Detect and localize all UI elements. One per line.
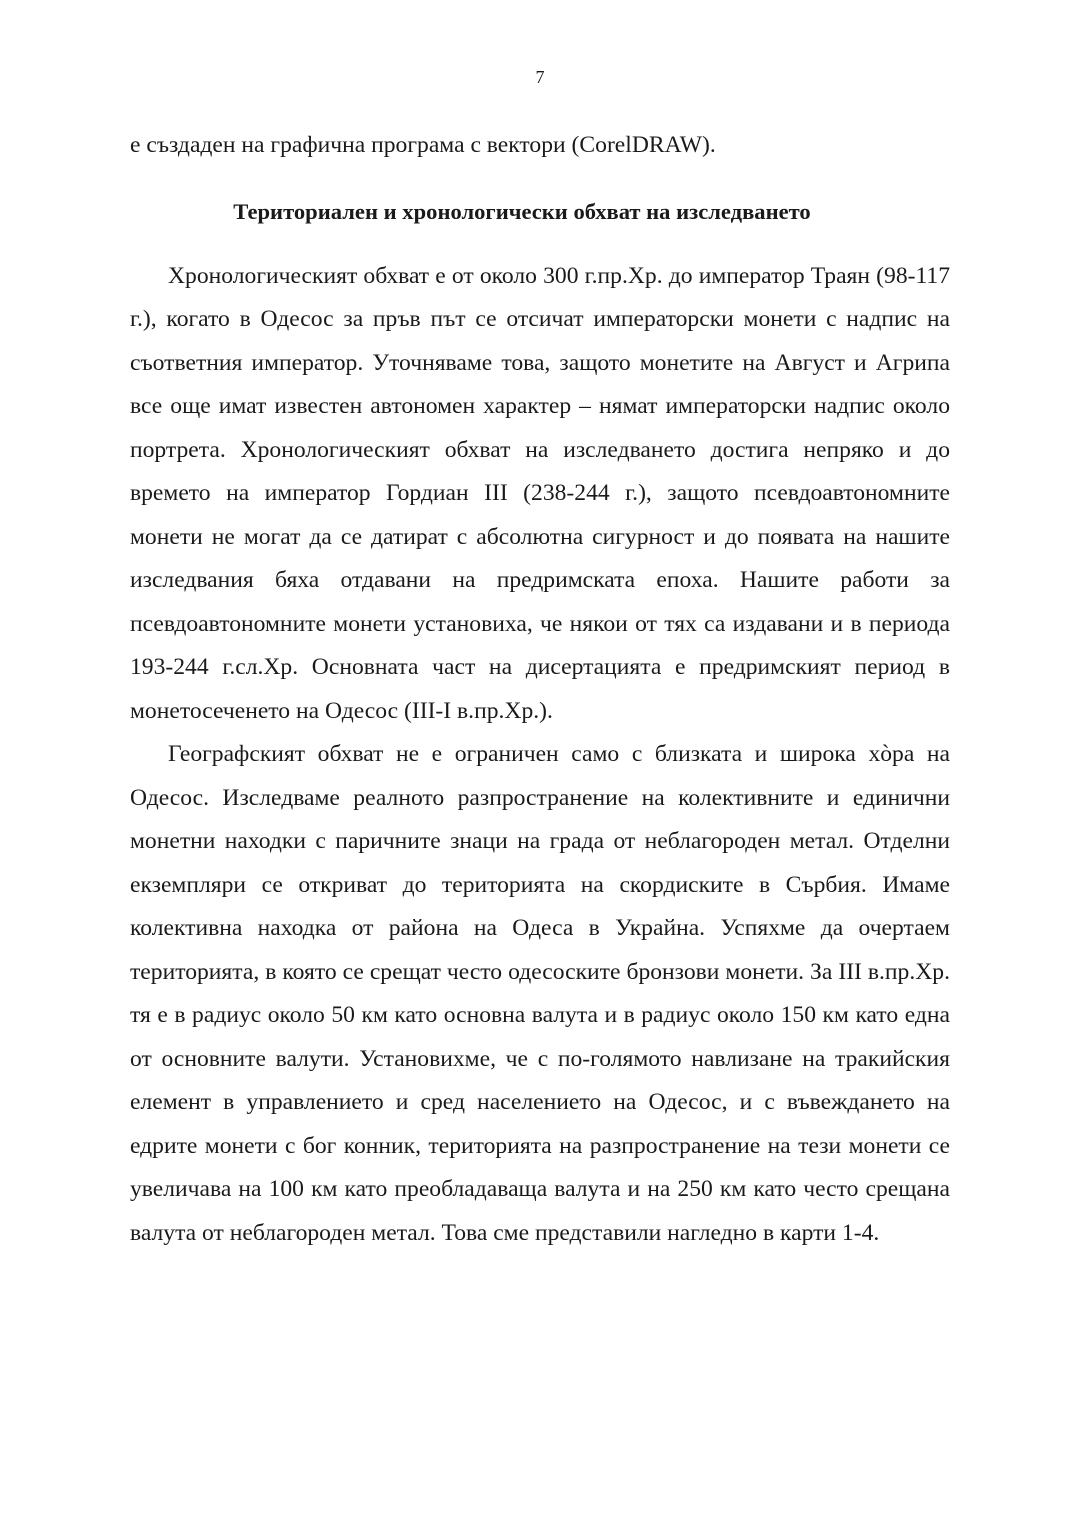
- page-number: 7: [535, 67, 545, 87]
- paragraph-geographical-scope: Географският обхват не е ограничен само с близката и широка хòра на Одесос. Изследваме реалното разпространение на колективните и единични монетни находки с паричните знаци на града от неблагороден метал. Отделни екземпляри се откриват до територията на скордиските в Сърбия. Имаме колективна находка от района на Одеса в Украйна. Успяхме да очертаем територията, в която се срещат често одесоските бронзови монети. За III в.пр.Хр. тя е в радиус около 50 км като основна валута и в радиус около 150 км като една от основните валути. Установихме, че с по-голямото навлизане на тракийския елемент в управлението и сред населението на Одесос, и с въвеждането на едрите монети с бог конник, територията на разпространение на тези монети се увеличава на 100 км като преобладаваща валута и на 250 км като често срещана валута от неблагороден метал. Това сме представили нагледно в карти 1-4.: [130, 741, 950, 1246]
- section-heading: Териториален и хронологически обхват на изследването: [233, 198, 811, 224]
- page-content: [130, 124, 950, 1255]
- intro-line: е създаден на графична програма с вектори (CorelDRAW).: [130, 132, 716, 158]
- paragraph-chronological-scope: Хронологическият обхват е от около 300 г.пр.Хр. до император Траян (98-117 г.), когато в Одесос за пръв път се отсичат императорски монети с надпис на съответния император. Уточняваме това, защото монетите на Август и Агрипа все още имат известен автономен характер – нямат императорски надпис около портрета. Хронологическият обхват на изследването достига непряко и до времето на император Гордиан III (238-244 г.), защото псевдоавтономните монети не могат да се датират с абсолютна сигурност и до появата на нашите изследвания бяха отдавани на предримската епоха. Нашите работи за псевдоавтономните монети установиха, че някои от тях са издавани и в периода 193-244 г.сл.Хр. Основната част на дисертацията е предримският период в монетосеченето на Одесос (III-I в.пр.Хр.).: [130, 262, 950, 724]
